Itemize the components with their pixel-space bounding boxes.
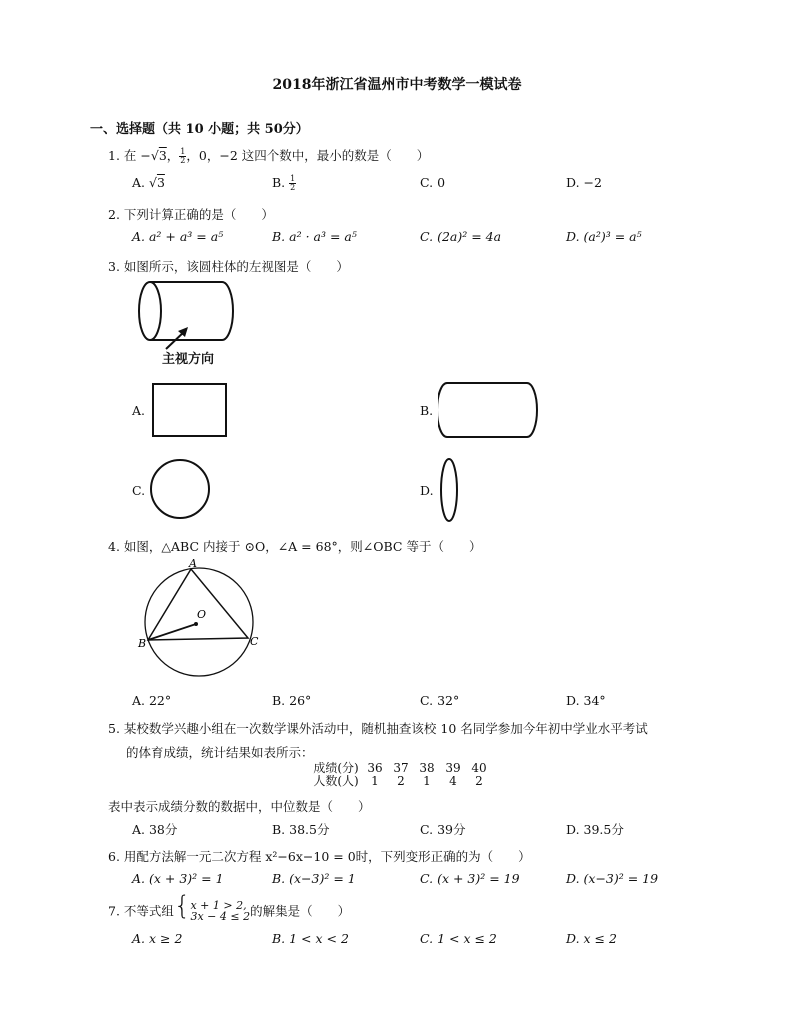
q3-option-d[interactable]: D. <box>420 483 434 498</box>
question-6-stem: 6. 用配方法解一元二次方程 x²−6x−10 = 0时，下列变形正确的为（ ） <box>108 849 531 864</box>
q2-option-b[interactable]: B. a² · a³ = a⁵ <box>272 229 357 244</box>
question-2-stem: 2. 下列计算正确的是（ ） <box>108 207 274 222</box>
q1-option-c[interactable]: C. 0 <box>420 175 446 190</box>
question-5-stem-line-1: 5. 某校数学兴趣小组在一次数学课外活动中，随机抽查该校 10 名同学参加今年初中学业水平考试 <box>108 721 648 736</box>
question-3-stem: 3. 如图所示，该圆柱体的左视图是（ ） <box>108 259 349 274</box>
question-1-stem: 1. 在 −√3， $\frac{1}{2}$ ，0，−2 这四个数中，最小的数是（ ） <box>108 147 430 165</box>
barrel-shape <box>438 380 538 440</box>
point-o-label: O <box>197 608 207 621</box>
narrow-ellipse-shape <box>438 456 462 524</box>
q6-option-b[interactable]: B. (x−3)² = 1 <box>272 871 356 886</box>
q4-option-a[interactable]: A. 22° <box>132 693 172 708</box>
table-row: 成绩(分) 36 37 38 39 40 <box>313 761 487 775</box>
view-direction-label: 主视方向 <box>162 351 215 366</box>
q4-option-b[interactable]: B. 26° <box>272 693 312 708</box>
q5-option-d[interactable]: D. 39.5分 <box>566 822 624 837</box>
score-table <box>310 762 492 788</box>
page-title: 2018年浙江省温州市中考数学一模试卷 <box>272 77 522 93</box>
q1-option-d[interactable]: D. −2 <box>566 175 602 190</box>
q5-option-b[interactable]: B. 38.5分 <box>272 822 330 837</box>
q6-option-a[interactable]: A. (x + 3)² = 1 <box>132 871 224 886</box>
q1-option-a[interactable]: A. √3 <box>132 175 165 190</box>
q5-option-c[interactable]: C. 39分 <box>420 822 466 837</box>
q7-option-c[interactable]: C. 1 < x ≤ 2 <box>420 931 497 946</box>
sqrt-sign: √ <box>150 148 159 163</box>
fraction: $\frac{1}{2}$ <box>180 147 186 165</box>
q3-option-c[interactable]: C. <box>132 483 146 498</box>
point-a-label: A <box>189 558 197 570</box>
point-c-label: C <box>250 635 259 648</box>
question-5-stem-line-2: 的体育成绩，统计结果如表所示： <box>126 745 314 760</box>
q3-option-b[interactable]: B. <box>420 403 434 418</box>
point-b-label: B <box>138 637 147 650</box>
q2-option-d[interactable]: D. (a²)³ = a⁵ <box>566 229 642 244</box>
q4-option-d[interactable]: D. 34° <box>566 693 606 708</box>
q2-option-c[interactable]: C. (2a)² = 4a <box>420 229 502 244</box>
q7-option-d[interactable]: D. x ≤ 2 <box>566 931 617 946</box>
question-4-stem: 4. 如图，△ABC 内接于 ⊙O，∠A = 68°，则∠OBC 等于（ ） <box>108 539 482 554</box>
q6-option-c[interactable]: C. (x + 3)² = 19 <box>420 871 520 886</box>
q2-option-a[interactable]: A. a² + a³ = a⁵ <box>132 229 224 244</box>
rectangle-shape <box>150 382 230 440</box>
q3-option-a[interactable]: A. <box>132 403 146 418</box>
q7-option-a[interactable]: A. x ≥ 2 <box>132 931 183 946</box>
brace-icon: { <box>173 891 191 921</box>
section-heading: 一、选择题（共 10 小题；共 50分） <box>90 122 309 137</box>
inequality-system: x + 1 > 2, 3x − 4 ≤ 2 <box>190 898 251 923</box>
q6-option-d[interactable]: D. (x−3)² = 19 <box>566 871 659 886</box>
q5-option-a[interactable]: A. 38分 <box>132 822 178 837</box>
q7-option-b[interactable]: B. 1 < x < 2 <box>272 931 349 946</box>
circle-triangle-figure <box>134 558 264 678</box>
table-row: 人数(人) 1 2 1 4 2 <box>313 774 483 788</box>
q4-option-c[interactable]: C. 32° <box>420 693 460 708</box>
question-7-stem: 7. 不等式组{ x + 1 > 2, 3x − 4 ≤ 2 的解集是（ ） <box>108 891 351 923</box>
q1-option-b[interactable]: B. $\frac{1}{2}$ <box>272 174 296 192</box>
circle-shape <box>146 458 216 522</box>
question-5-followup: 表中表示成绩分数的数据中，中位数是（ ） <box>108 799 371 814</box>
